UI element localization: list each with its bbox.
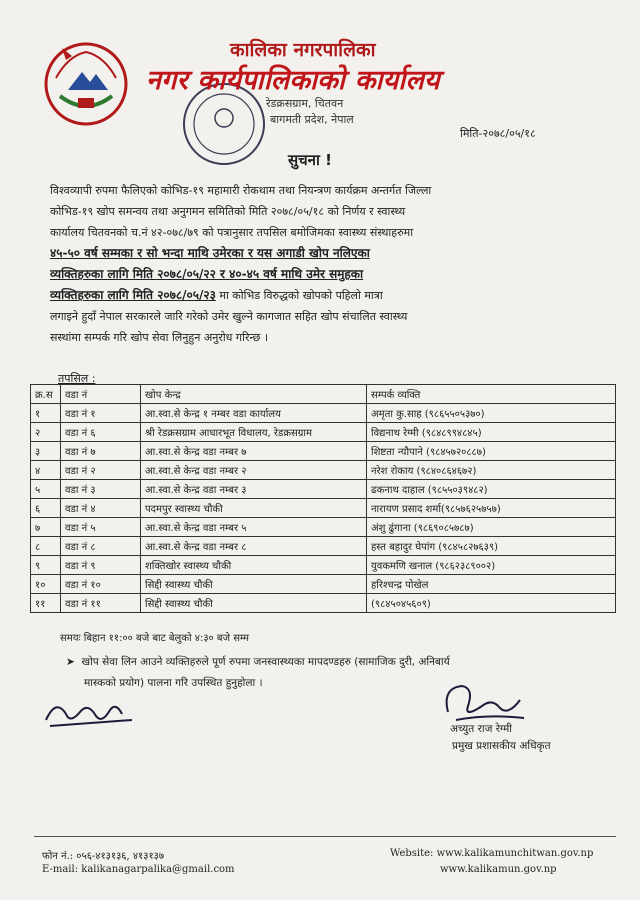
cell-ward: वडा नं १ <box>61 404 141 423</box>
body-line: कार्यालय चितवनको च.नं ४२-०७८/७९ को पत्रानुसार तपसिल बमोजिमका स्वास्थ्य संस्थाहरुमा <box>50 226 414 239</box>
column-header-center: खोप केन्द्र <box>141 385 367 404</box>
handwritten-signature-left <box>40 690 138 736</box>
body-emphasis-text: व्यक्तिहरुका लागि मिति २०७८/०५/२३ <box>50 288 216 302</box>
cell-serial: ३ <box>31 442 61 461</box>
cell-ward: वडा नं ६ <box>61 423 141 442</box>
cell-serial: ६ <box>31 499 61 518</box>
cell-serial: ७ <box>31 518 61 537</box>
table-row <box>31 594 616 613</box>
cell-contact: नरेश रोकाय (९८४०८६४६७२) <box>367 461 616 480</box>
cell-serial: २ <box>31 423 61 442</box>
signatory-name: अच्युत राज रेग्मी <box>450 723 512 735</box>
cell-ward: वडा नं ११ <box>61 594 141 613</box>
cell-serial: १ <box>31 404 61 423</box>
municipality-name: कालिका नगरपालिका <box>230 39 376 61</box>
cell-contact: (९८४५०४५६०९) <box>367 594 616 613</box>
vaccination-center-table <box>30 384 616 613</box>
cell-center: आ.स्वा.से केन्द्र वडा नम्बर ८ <box>141 537 367 556</box>
cell-serial: ११ <box>31 594 61 613</box>
table-row <box>31 442 616 461</box>
table-row <box>31 556 616 575</box>
cell-serial: ४ <box>31 461 61 480</box>
cell-ward: वडा नं ३ <box>61 480 141 499</box>
body-emphasis-line: ४५-५० वर्ष सम्मका र सो भन्दा माथि उमेरका र यस अगाडी खोप नलिएका <box>50 246 370 260</box>
cell-ward: वडा नं २ <box>61 461 141 480</box>
table-row <box>31 518 616 537</box>
note-line: ➤ खोप सेवा लिन आउने व्यक्तिहरुले पूर्ण रुपमा जनस्वास्थ्यका मापदण्डहरु (सामाजिक दुरी, अनिबार्य <box>66 656 450 668</box>
government-emblem <box>38 38 134 130</box>
cell-serial: ५ <box>31 480 61 499</box>
column-header-serial: क्र.स <box>31 385 61 404</box>
cell-contact: विद्यनाथ रेग्मी (९८४८९९४८४५) <box>367 423 616 442</box>
cell-serial: ८ <box>31 537 61 556</box>
schedule-heading: तपसिल : <box>58 372 96 385</box>
cell-contact: शिष्टता न्यौपाने (९८४५७२०८८७) <box>367 442 616 461</box>
note-text: खोप सेवा लिन आउने व्यक्तिहरुले पूर्ण रुपमा जनस्वास्थ्यका मापदण्डहरु (सामाजिक दुरी, अनिबार्य <box>81 656 450 668</box>
cell-ward: वडा नं ९ <box>61 556 141 575</box>
cell-center: पदमपुर स्वास्थ्य चौकी <box>141 499 367 518</box>
cell-center: आ.स्वा.से केन्द्र वडा नम्बर ७ <box>141 442 367 461</box>
footer-email: E-mail: kalikanagarpalika@gmail.com <box>42 864 235 875</box>
office-name: नगर कार्यपालिकाको कार्यालय <box>146 65 440 96</box>
body-text: मा कोभिड विरुद्धको खोपको पहिलो मात्रा <box>215 289 383 302</box>
column-header-contact: सम्पर्क व्यक्ति <box>367 385 616 404</box>
cell-center: श्री रेडक्रसग्राम आधारभूत विधालय, रेडक्रसग्राम <box>141 423 367 442</box>
table-row <box>31 537 616 556</box>
cell-contact: हस्त बहादुर घेपांग (९८४५८२७६३९) <box>367 537 616 556</box>
address-line-1: रेडक्रसग्राम, चितवन <box>266 97 344 110</box>
notice-date: मिति-२०७८/०५/१८ <box>460 127 536 140</box>
table-row <box>31 480 616 499</box>
table-row <box>31 499 616 518</box>
cell-center: सिद्दी स्वास्थ्य चौकी <box>141 594 367 613</box>
signatory-title: प्रमुख प्रशासकीय अधिकृत <box>452 740 551 752</box>
footer-phone: फोन नं.: ०५६-४१३१३६, ४१३१३७ <box>42 851 165 862</box>
cell-center: आ.स्वा.से केन्द्र वडा नम्बर ५ <box>141 518 367 537</box>
cell-ward: वडा नं १० <box>61 575 141 594</box>
cell-center: आ.स्वा.से केन्द्र वडा नम्बर ३ <box>141 480 367 499</box>
table-row <box>31 461 616 480</box>
address-line-2: बागमती प्रदेश, नेपाल <box>270 113 354 126</box>
cell-ward: वडा नं ७ <box>61 442 141 461</box>
cell-ward: वडा नं ५ <box>61 518 141 537</box>
body-line: कोभिड-१९ खोप समन्वय तथा अनुगमन समितिको मिति २०७८/०५/१८ को निर्णय र स्वास्थ्य <box>50 205 406 218</box>
footer-website-alt: www.kalikamun.gov.np <box>440 864 557 875</box>
body-line: विश्वव्यापी रुपमा फैलिएको कोभिड-१९ महामारी रोकथाम तथा नियन्त्रण कार्यक्रम अन्तर्गत जिल्ला <box>50 184 432 197</box>
body-line: सस्थांमा सम्पर्क गरि खोप सेवा लिनुहुन अनुरोध गरिन्छ । <box>50 331 268 344</box>
body-emphasis-line: व्यक्तिहरुका लागि मिति २०७८/०५/२२ र ४०-४५ वर्ष माथि उमेर समुहका <box>50 267 364 281</box>
notice-title: सुचना ! <box>288 151 332 169</box>
body-line: लगाइने हुदाँ नेपाल सरकारले जारि गरेको उमेर खुल्ने कागजात सहित खोप संचालित स्वास्थ्य <box>50 310 408 323</box>
column-header-ward: वडा नं <box>61 385 141 404</box>
cell-contact: अंशु ढुंगाना (९८६९०८५७८७) <box>367 518 616 537</box>
footer-divider <box>34 836 616 837</box>
cell-center: आ.स्वा.से केन्द्र १ नम्बर वडा कार्यालय <box>141 404 367 423</box>
cell-contact: ढकनाथ दाहाल (९८५५०३९४८२) <box>367 480 616 499</box>
cell-ward: वडा नं ४ <box>61 499 141 518</box>
cell-serial: १० <box>31 575 61 594</box>
cell-center: आ.स्वा.से केन्द्र वडा नम्बर २ <box>141 461 367 480</box>
cell-contact: अमृता कु.साह (९८६५५०५३७०) <box>367 404 616 423</box>
table-row <box>31 404 616 423</box>
body-line-mixed <box>50 285 610 306</box>
cell-center: शक्तिखोर स्वास्थ्य चौकी <box>141 556 367 575</box>
cell-center: सिद्दी स्वास्थ्य चौकी <box>141 575 367 594</box>
note-line: मास्कको प्रयोग) पालना गरि उपस्थित हुनुहोला । <box>84 677 263 689</box>
cell-serial: ९ <box>31 556 61 575</box>
cell-contact: हरिश्चन्द्र पोखेल <box>367 575 616 594</box>
footer-website: Website: www.kalikamunchitwan.gov.np <box>390 848 594 859</box>
notice-body <box>50 180 610 348</box>
table-header-row <box>31 385 616 404</box>
cell-contact: नारायण प्रसाद शर्मा(९८५७६२५७५७) <box>367 499 616 518</box>
table-row <box>31 575 616 594</box>
cell-contact: युवकमणि खनाल (९८६२३८९००२) <box>367 556 616 575</box>
cell-ward: वडा नं ८ <box>61 537 141 556</box>
table-row <box>31 423 616 442</box>
service-hours: समयः बिहान ११:०० बजे बाट बेलुको ४:३० बजे सम्म <box>60 633 249 644</box>
